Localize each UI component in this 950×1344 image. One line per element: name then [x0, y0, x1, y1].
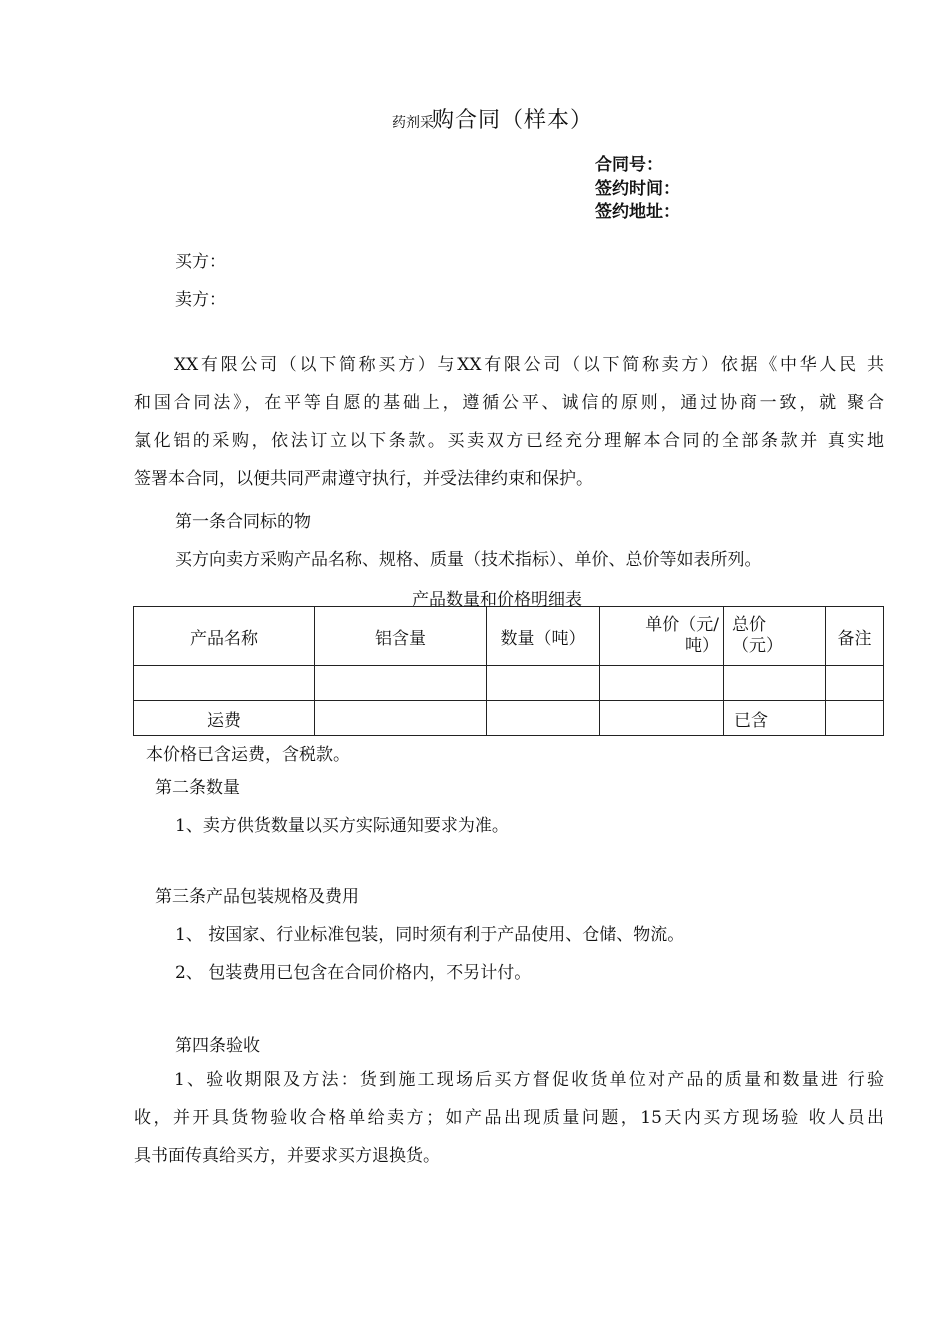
table-cell	[315, 701, 487, 736]
article3-heading: 第三条产品包装规格及费用	[155, 887, 359, 907]
buyer-label: 买方：	[175, 252, 226, 272]
header-product-name: 产品名称	[134, 607, 315, 666]
header-remark: 备注	[826, 607, 884, 666]
intro-line: XX有限公司（以下简称买方）与XX有限公司（以下简称卖方）依据《中华人民 共	[174, 355, 884, 375]
sign-place-label: 签约地址：	[595, 202, 680, 222]
header-quantity: 数量（吨）	[487, 607, 600, 666]
contract-number-label: 合同号：	[595, 155, 663, 175]
intro-paragraph	[134, 346, 884, 498]
article2-heading: 第二条数量	[155, 778, 240, 798]
article4-line: 具书面传真给买方，并要求买方退换货。	[134, 1146, 440, 1166]
header-unit-price	[600, 607, 724, 666]
table-cell	[724, 666, 826, 701]
freight-label: 运费	[134, 701, 315, 736]
table-row-freight	[134, 701, 884, 736]
header-unit-price-line1: 单价（元/	[645, 615, 719, 635]
table-cell	[134, 666, 315, 701]
page-title: 购合同（样本）	[432, 108, 594, 133]
table-cell	[315, 666, 487, 701]
title-prefix: 药剂采	[392, 115, 434, 131]
article4-line: 1、验收期限及方法：货到施工现场后买方督促收货单位对产品的质量和数量进 行验	[174, 1070, 884, 1090]
table-cell	[600, 666, 724, 701]
article3-item2: 2、 包装费用已包含在合同价格内，不另计付。	[175, 963, 532, 983]
header-total-price	[724, 607, 826, 666]
header-unit-price-line2: 吨）	[685, 636, 719, 656]
article3-item1: 1、 按国家、行业标准包装，同时须有利于产品使用、仓储、物流。	[175, 925, 685, 945]
article1-text: 买方向卖方采购产品名称、规格、质量（技术指标）、单价、总价等如表所列。	[175, 550, 762, 570]
freight-total: 已含	[724, 701, 826, 736]
table-cell	[826, 701, 884, 736]
table-header-row	[134, 607, 884, 666]
header-total-line2: （元）	[732, 636, 783, 656]
table-caption: 产品数量和价格明细表	[412, 590, 582, 610]
table-cell	[487, 666, 600, 701]
article4-heading: 第四条验收	[175, 1036, 260, 1056]
table-cell	[487, 701, 600, 736]
sign-time-label: 签约时间：	[595, 179, 680, 199]
article4-paragraph	[134, 1061, 884, 1175]
article4-line: 收，并开具货物验收合格单给卖方；如产品出现质量问题，15天内买方现场验 收人员出	[134, 1108, 884, 1128]
table-cell	[826, 666, 884, 701]
price-table	[133, 606, 884, 736]
article2-item1: 1、卖方供货数量以买方实际通知要求为准。	[175, 816, 509, 836]
article1-heading: 第一条合同标的物	[175, 512, 311, 532]
header-total-line1: 总价	[732, 615, 766, 635]
intro-line: 和国合同法》，在平等自愿的基础上，遵循公平、诚信的原则，通过协商一致，就 聚合	[134, 393, 884, 413]
price-note: 本价格已含运费，含税款。	[146, 745, 350, 765]
table-row	[134, 666, 884, 701]
intro-line: 氯化铝的采购，依法订立以下条款。买卖双方已经充分理解本合同的全部条款并 真实地	[134, 431, 884, 451]
header-aluminum-content: 铝含量	[315, 607, 487, 666]
intro-line: 签署本合同，以便共同严肃遵守执行，并受法律约束和保护。	[134, 469, 593, 489]
seller-label: 卖方：	[175, 290, 226, 310]
table-cell	[600, 701, 724, 736]
